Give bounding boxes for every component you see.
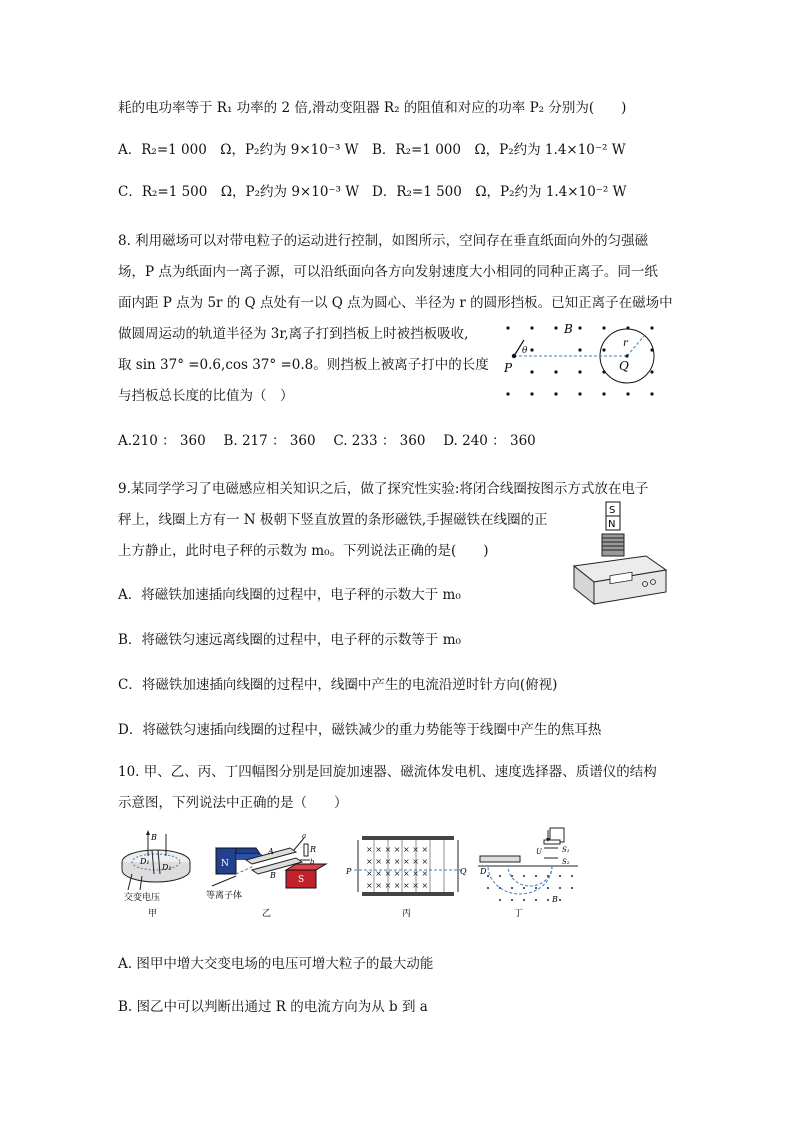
q7-option-b: B．R₂=1 000 Ω，P₂约为 1.4×10⁻² W — [372, 142, 626, 158]
q9-scale-magnet-figure — [570, 500, 670, 612]
spectrometer-label-s1: S₁ — [562, 846, 570, 854]
svg-text:× × × × × × ×: × × × × × × × — [366, 857, 429, 866]
q10-stem-line-2: 示意图，下列说法中正确的是（ ） — [118, 795, 348, 811]
magnet-pole-n: N — [608, 519, 616, 530]
mhd-terminal-a: a — [302, 832, 307, 840]
q9-option-d: D．将磁铁匀速插向线圈的过程中，磁铁减少的重力势能等于线圈中产生的焦耳热 — [118, 722, 602, 738]
point-label-p: P — [504, 361, 513, 375]
q8-stem-line-4: 做圆周运动的轨道半径为 3r,离子打到挡板上时被挡板吸收, — [118, 326, 469, 342]
cyclotron-label-d1: D₁ — [140, 857, 150, 866]
q9-stem-line-1: 9.某同学学习了电磁感应相关知识之后，做了探究性实验:将闭合线圈按图示方式放在电子 — [118, 481, 649, 497]
selector-label-p: P — [346, 867, 352, 876]
spectrometer-label-b: B — [552, 895, 558, 904]
q9-option-b: B．将磁铁匀速远离线圈的过程中，电子秤的示数等于 m₀ — [118, 632, 461, 648]
radius-label-r: r — [623, 338, 628, 349]
mhd-resistor-r: R — [310, 845, 317, 854]
angle-label-theta: θ — [522, 346, 528, 356]
spectrometer-label-s2: S₂ — [562, 858, 570, 866]
q7-option-a: A．R₂=1 000 Ω，P₂约为 9×10⁻³ W — [118, 142, 359, 158]
q9-option-a: A．将磁铁加速插向线圈的过程中，电子秤的示数大于 m₀ — [118, 587, 461, 603]
svg-text:× × × × × × ×: × × × × × × × — [366, 869, 429, 878]
q10-option-b: B. 图乙中可以判断出通过 R 的电流方向为从 b 到 a — [118, 999, 428, 1015]
cyclotron-label-b: B — [151, 833, 157, 842]
velocity-selector-figure — [344, 830, 468, 920]
q7-continuation: 耗的电功率等于 R₁ 功率的 2 倍,滑动变阻器 R₂ 的阻值和对应的功率 P₂ 分别为( ) — [118, 100, 627, 116]
cyclotron-label-d2: D₂ — [162, 863, 172, 872]
q8-magnetic-field-figure — [498, 320, 670, 404]
svg-text:× × × × × × ×: × × × × × × × — [366, 845, 429, 854]
q7-option-d: D．R₂=1 500 Ω，P₂约为 1.4×10⁻² W — [372, 184, 627, 200]
cyclotron-figure — [118, 830, 194, 920]
mhd-plate-b: B — [270, 871, 276, 880]
q8-stem-line-6: 与挡板总长度的比值为（ ） — [118, 388, 294, 404]
magnet-pole-s: S — [609, 505, 616, 516]
mhd-plate-a: A — [268, 847, 274, 856]
selector-label-q: Q — [460, 867, 467, 876]
spectrometer-label-d: D — [480, 867, 487, 876]
point-label-q: Q — [619, 359, 629, 373]
mhd-terminal-b: b — [310, 858, 315, 866]
spectrometer-caption: 丁 — [514, 909, 524, 919]
q10-option-a: A. 图甲中增大交变电场的电压可增大粒子的最大动能 — [118, 956, 434, 972]
mhd-caption: 乙 — [262, 909, 272, 919]
mhd-generator-figure — [206, 830, 342, 920]
q8-options: A.210 ： 360 B. 217 ： 360 C. 233 ： 360 D. 240 ： 360 — [118, 433, 536, 449]
q9-option-c: C．将磁铁加速插向线圈的过程中，线圈中产生的电流沿逆时针方向(俯视) — [118, 677, 558, 693]
mhd-pole-s: S — [298, 875, 305, 885]
cyclotron-caption: 甲 — [148, 909, 158, 919]
field-label-b: B — [564, 322, 573, 336]
q9-stem-line-2: 秤上，线圈上方有一 N 极朝下竖直放置的条形磁铁,手握磁铁在线圈的正 — [118, 512, 548, 528]
q8-stem-line-3: 面内距 P 点为 5r 的 Q 点处有一以 Q 点为圆心、半径为 r 的圆形挡板。已知正离子在磁场中 — [118, 295, 673, 311]
mhd-plasma-label: 等离子体 — [206, 891, 243, 901]
q9-stem-line-3: 上方静止，此时电子秤的示数为 m₀。下列说法正确的是( ) — [118, 543, 489, 559]
cyclotron-voltage-label: 交变电压 — [124, 893, 161, 903]
q8-stem-line-1: 8. 利用磁场可以对带电粒子的运动进行控制，如图所示，空间存在垂直纸面向外的匀强磁 — [118, 233, 649, 249]
mhd-pole-n: N — [221, 859, 229, 869]
svg-text:× × × × × × ×: × × × × × × × — [366, 881, 429, 890]
mass-spectrometer-figure — [474, 826, 584, 920]
q8-stem-line-2: 场，P 点为纸面内一离子源，可以沿纸面向各方向发射速度大小相同的同种正离子。同一纸 — [118, 264, 658, 280]
q10-stem-line-1: 10. 甲、乙、丙、丁四幅图分别是回旋加速器、磁流体发电机、速度选择器、质谱仪的结构 — [118, 764, 657, 780]
q8-stem-line-5: 取 sin 37° =0.6,cos 37° =0.8。则挡板上被离子打中的长度 — [118, 357, 489, 373]
selector-caption: 丙 — [402, 909, 412, 919]
spectrometer-label-u: U — [536, 848, 542, 856]
q7-option-c: C．R₂=1 500 Ω，P₂约为 9×10⁻³ W — [118, 184, 360, 200]
